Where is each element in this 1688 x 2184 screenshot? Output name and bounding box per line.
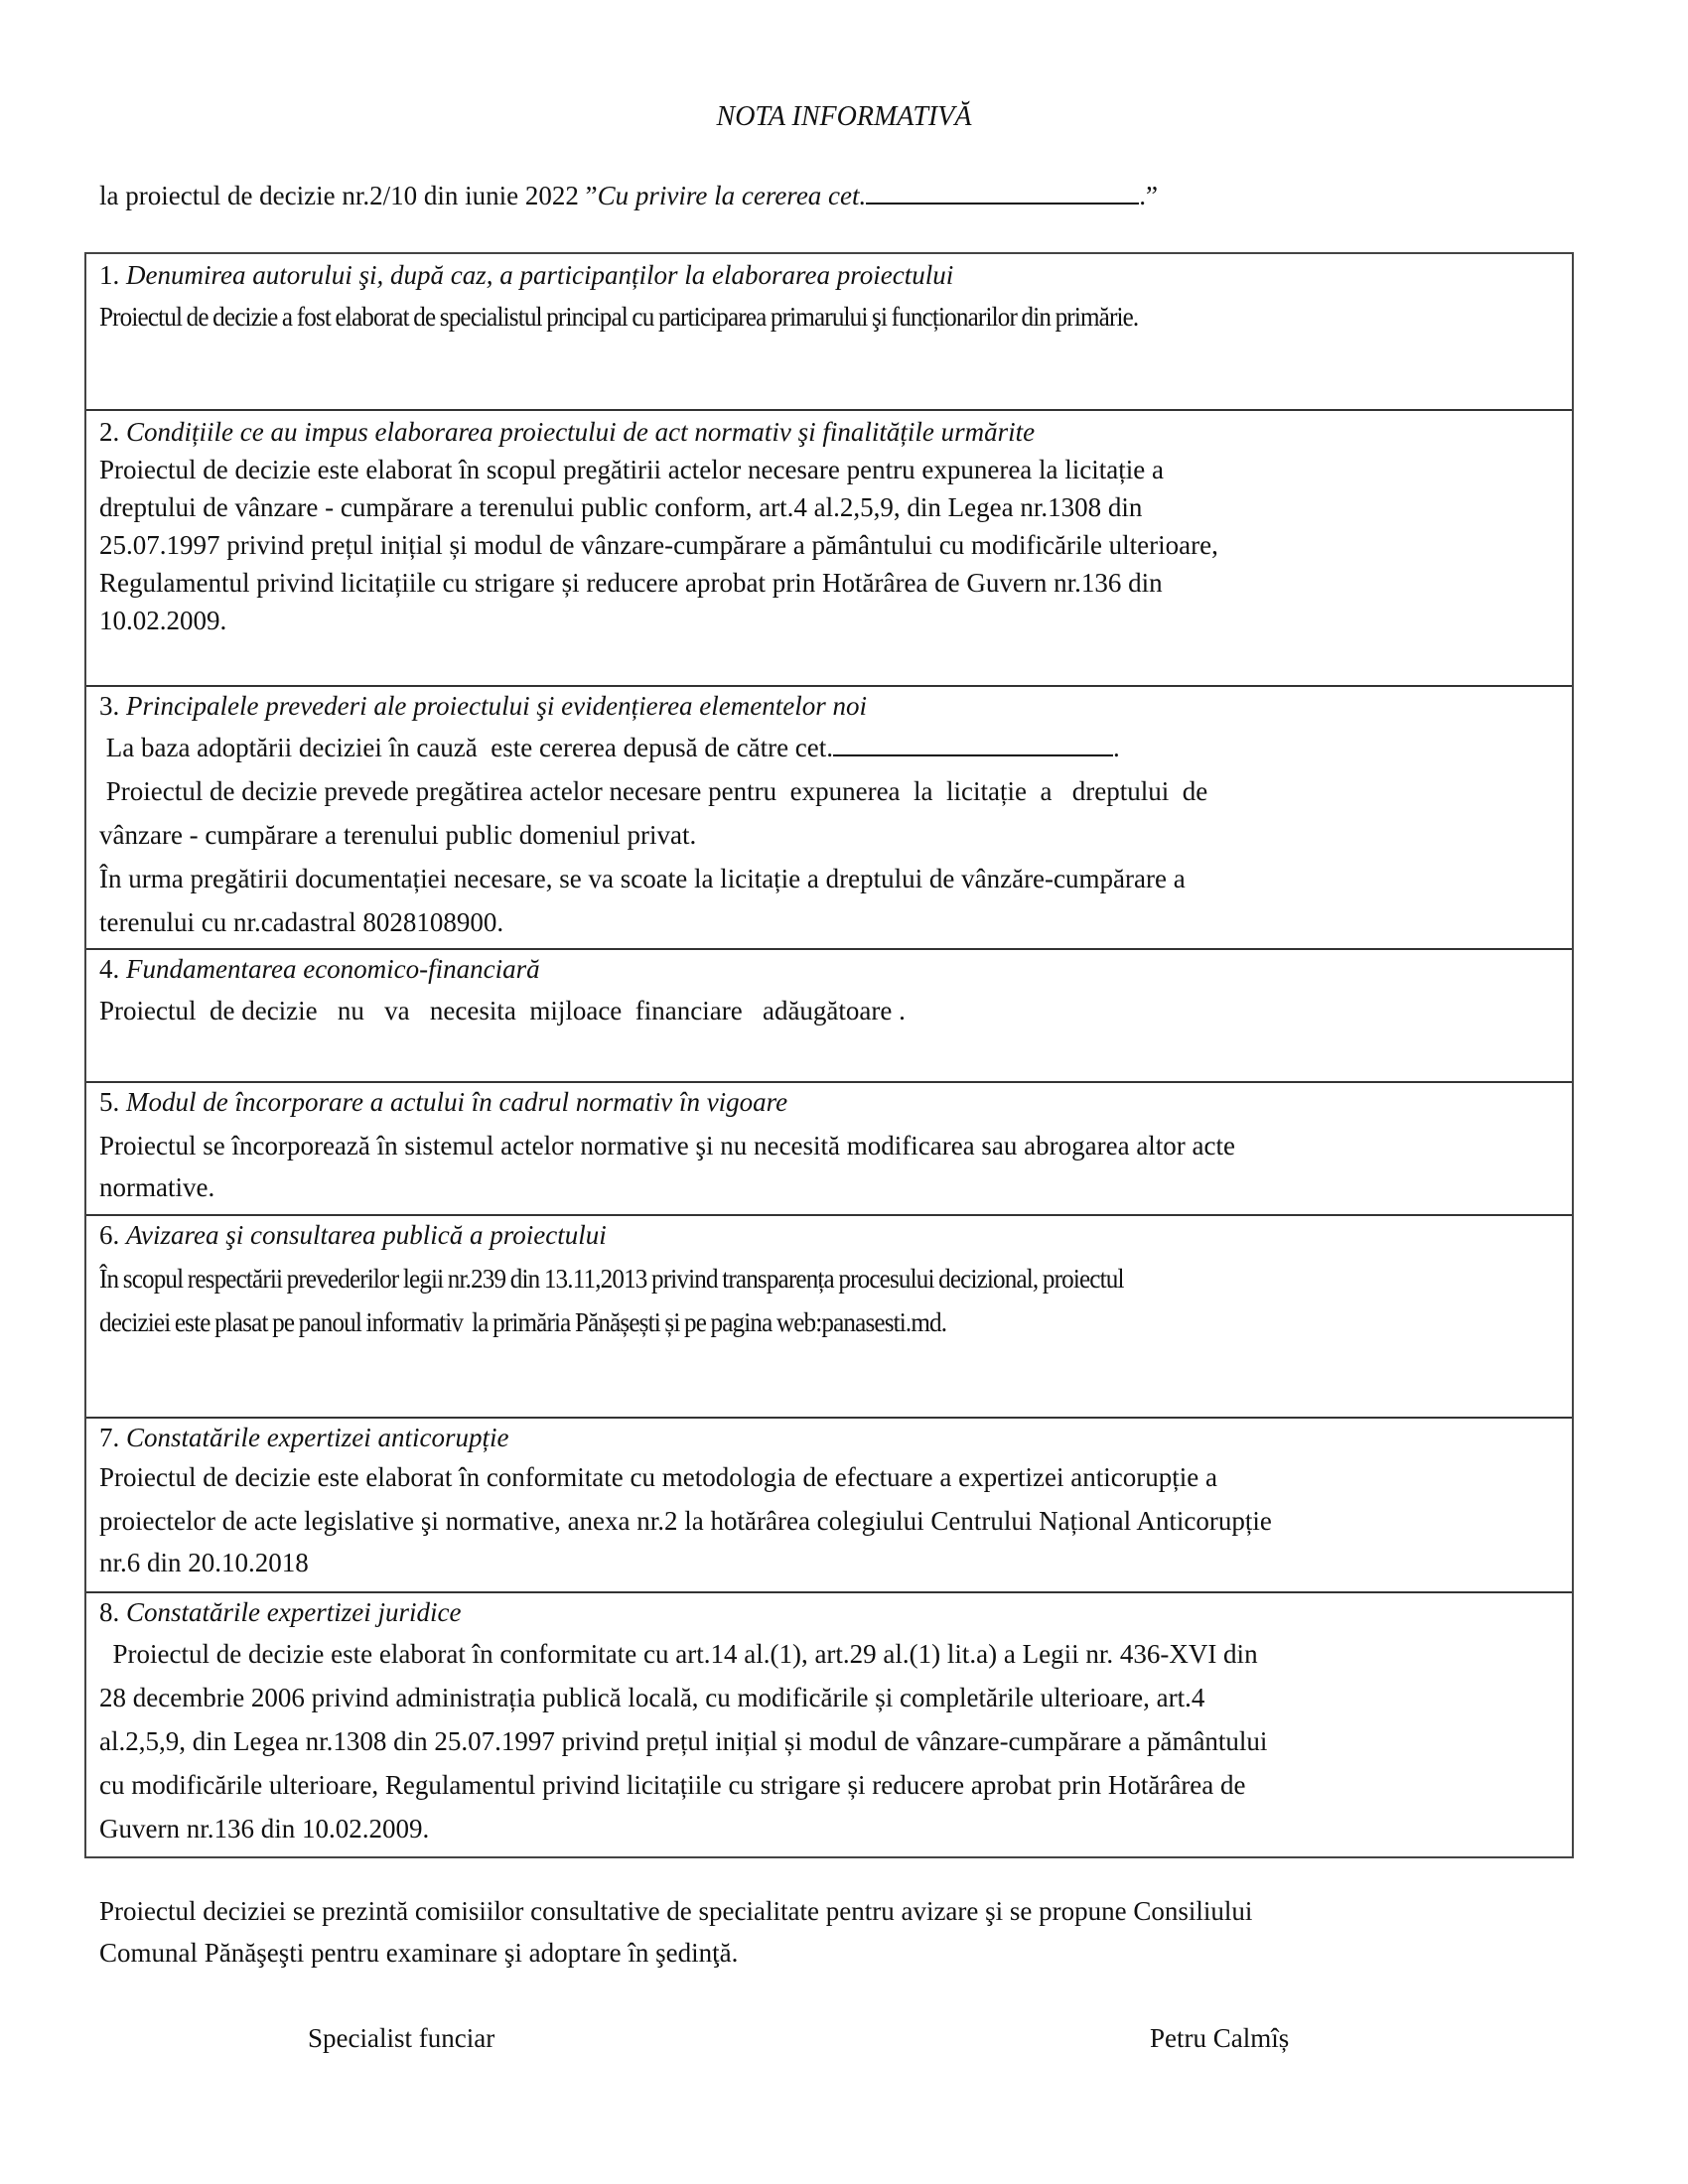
- section-line: Proiectul de decizie nu va necesita mijloace financiare adăugătoare .: [99, 996, 906, 1025]
- closing-paragraph-line: Proiectul deciziei se prezintă comisiilor consultative de specialitate pentru avizare şi se propune Consiliului: [99, 1896, 1253, 1926]
- section-line: 28 decembrie 2006 privind administrația publică locală, cu modificările și completările ulterioare, art.4: [99, 1683, 1205, 1712]
- section-line: 25.07.1997 privind prețul inițial și modul de vânzare-cumpărare a pământului cu modificările ulterioare,: [99, 530, 1218, 560]
- section-line: dreptului de vânzare - cumpărare a terenului public conform, art.4 al.2,5,9, din Legea nr.1308 din: [99, 492, 1143, 522]
- section-2: [86, 411, 1572, 687]
- section-line: Regulamentul privind licitațiile cu strigare și reducere aprobat prin Hotărârea de Guvern nr.136 din: [99, 568, 1163, 598]
- section-line: al.2,5,9, din Legea nr.1308 din 25.07.1997 privind prețul inițial și modul de vânzare-cumpărare a pământului: [99, 1726, 1268, 1756]
- subtitle-italic: Cu privire la cererea cet.: [597, 181, 867, 210]
- section-line: În scopul respectării prevederilor legii nr.239 din 13.11,2013 privind transparența procesului decizional, proiectul: [99, 1264, 1124, 1294]
- signature-name: Petru Calmîș: [1150, 2023, 1290, 2053]
- section-heading: 8. Constatările expertizei juridice: [99, 1597, 462, 1627]
- section-heading: 5. Modul de încorporare a actului în cadrul normativ în vigoare: [99, 1087, 788, 1117]
- subtitle-prefix: la proiectul de decizie nr.2/10 din iunie 2022 ”: [99, 181, 598, 210]
- section-8: [86, 1593, 1572, 1856]
- section-line: Guvern nr.136 din 10.02.2009.: [99, 1814, 430, 1843]
- section-heading: 7. Constatările expertizei anticorupție: [99, 1423, 509, 1452]
- info-table: [84, 252, 1574, 1858]
- section-4: [86, 950, 1572, 1083]
- name-blank-line: [866, 202, 1139, 205]
- section-line: Proiectul de decizie este elaborat în conformitate cu art.14 al.(1), art.29 al.(1) lit.a) a Legii nr. 436-XVI din: [99, 1639, 1258, 1669]
- section-line: Proiectul de decizie este elaborat în scopul pregătirii actelor necesare pentru expunerea la licitație a: [99, 455, 1164, 484]
- section-heading: 1. Denumirea autorului şi, după caz, a participanților la elaborarea proiectului: [99, 260, 954, 290]
- section-line: vânzare - cumpărare a terenului public domeniul privat.: [99, 820, 697, 850]
- section-line: nr.6 din 20.10.2018: [99, 1548, 309, 1577]
- section-line: Proiectul de decizie este elaborat în conformitate cu metodologia de efectuare a expertizei anticorupție a: [99, 1462, 1217, 1492]
- section-line: proiectelor de acte legislative şi normative, anexa nr.2 la hotărârea colegiului Centrului Național Anticorupție: [99, 1506, 1272, 1536]
- section-line: La baza adoptării deciziei în cauză este cererea depusă de către cet. .: [99, 733, 1120, 762]
- signature-role: Specialist funciar: [308, 2023, 495, 2053]
- section-heading: 3. Principalele prevederi ale proiectului şi evidențierea elementelor noi: [99, 691, 868, 721]
- section-1: [86, 254, 1572, 411]
- closing-paragraph-line: Comunal Pănăşeşti pentru examinare şi adoptare în şedinţă.: [99, 1938, 739, 1968]
- document-title: NOTA INFORMATIVĂ: [716, 101, 972, 132]
- section-line: 10.02.2009.: [99, 606, 227, 635]
- section-line: cu modificările ulterioare, Regulamentul privind licitațiile cu strigare și reducere aprobat prin Hotărârea de: [99, 1770, 1246, 1800]
- section-3: [86, 687, 1572, 950]
- section-6: [86, 1216, 1572, 1419]
- section-line: În urma pregătirii documentației necesare, se va scoate la licitație a dreptului de vânzăre-cumpărare a: [99, 864, 1186, 893]
- section-heading: 2. Condițiile ce au impus elaborarea proiectului de act normativ şi finalitățile urmărite: [99, 417, 1036, 447]
- name-blank-line: [833, 753, 1113, 756]
- subtitle-suffix: .”: [1139, 181, 1159, 210]
- document-subtitle: [99, 181, 1158, 211]
- section-line: deciziei este plasat pe panoul informativ la primăria Pănășești și pe pagina web:panasesti.md.: [99, 1307, 947, 1337]
- section-heading: 4. Fundamentarea economico-financiară: [99, 954, 540, 984]
- section-line: Proiectul se încorporează în sistemul actelor normative şi nu necesită modificarea sau abrogarea altor acte: [99, 1131, 1236, 1160]
- section-line: normative.: [99, 1172, 215, 1202]
- section-line: Proiectul de decizie a fost elaborat de specialistul principal cu participarea primarului şi funcționarilor din primărie.: [99, 302, 1139, 332]
- section-7: [86, 1419, 1572, 1593]
- section-line: Proiectul de decizie prevede pregătirea actelor necesare pentru expunerea la licitație a dreptului de: [99, 776, 1208, 806]
- section-line: terenului cu nr.cadastral 8028108900.: [99, 907, 504, 937]
- section-5: [86, 1083, 1572, 1216]
- section-heading: 6. Avizarea şi consultarea publică a proiectului: [99, 1220, 607, 1250]
